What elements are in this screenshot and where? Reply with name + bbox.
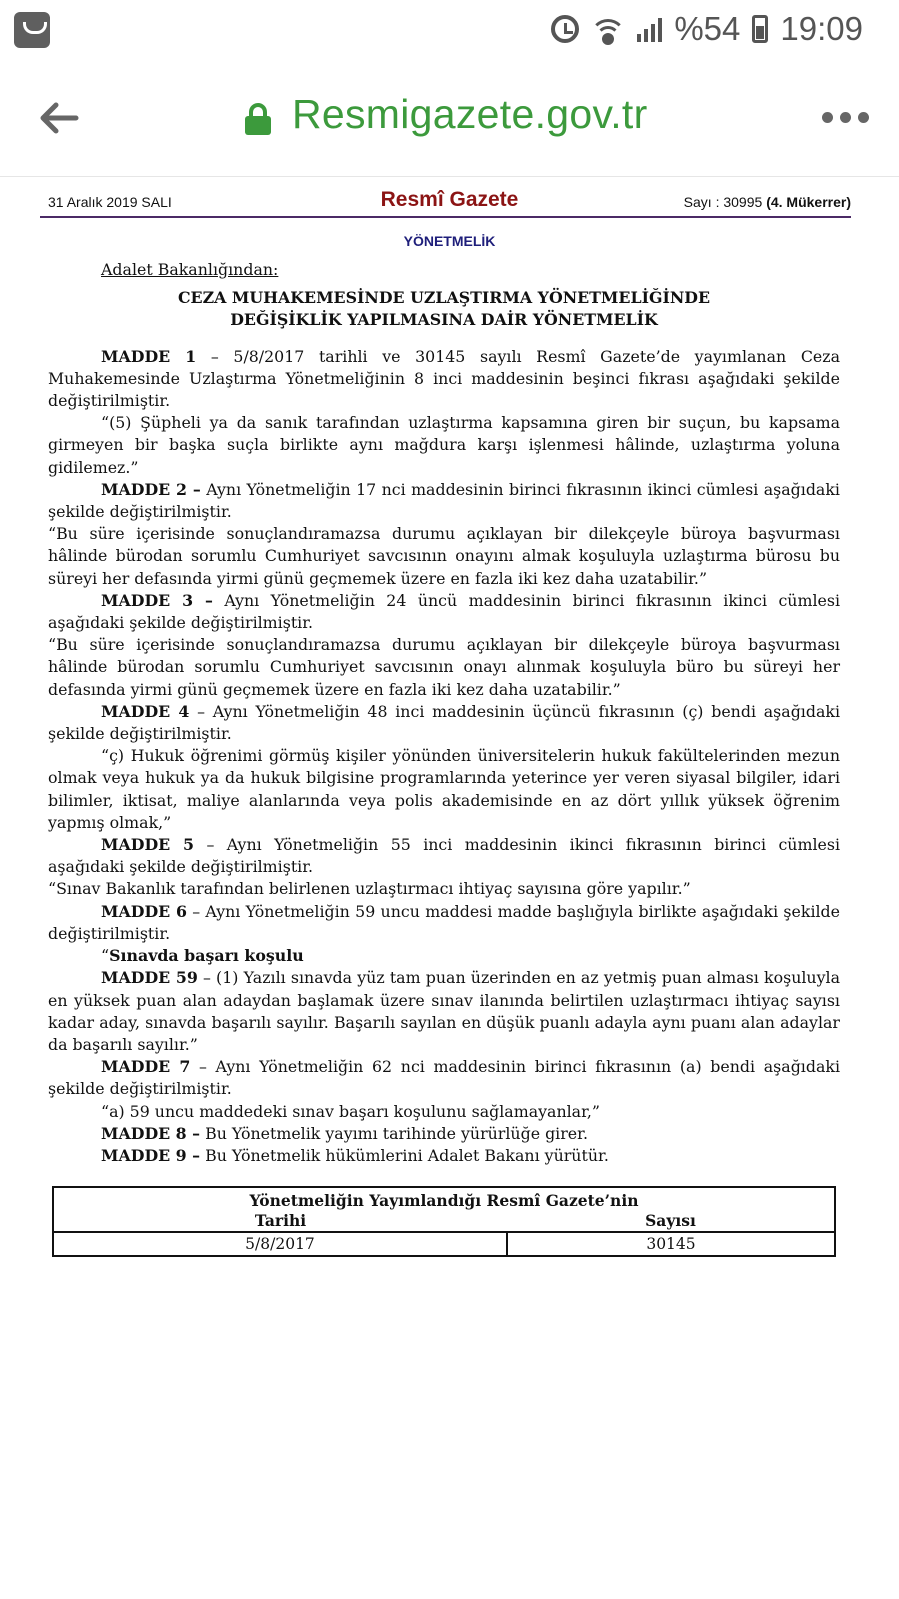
article-8-head: MADDE 8 –: [101, 1123, 201, 1143]
article-7-text: – Aynı Yönetmeliğin 62 nci maddesinin birinci fıkrasının (a) bendi aşağıdaki şekilde değiştirilmiştir.: [48, 1057, 841, 1099]
article-5: [48, 834, 840, 878]
table-header-date: Tarihi: [53, 1211, 507, 1232]
lock-icon: [244, 102, 272, 136]
document-body: [48, 259, 840, 1167]
article-7-head: MADDE 7: [101, 1057, 191, 1077]
article-5-quote: “Sınav Bakanlık tarafından belirlenen uzlaştırmacı ihtiyaç sayısına göre yapılır.”: [48, 879, 691, 899]
article-6-head: MADDE 6: [101, 901, 187, 921]
article-3: [48, 590, 840, 634]
table-cell-number: 30145: [507, 1232, 835, 1256]
quote-mark: “: [101, 946, 110, 966]
issue-label: Sayı : 30995: [683, 194, 763, 210]
article-59-head: MADDE 59: [101, 968, 198, 988]
browser-toolbar: [0, 64, 899, 177]
issue-note: (4. Mükerrer): [766, 194, 851, 210]
article-2-head: MADDE 2 –: [101, 479, 201, 499]
overflow-menu-icon[interactable]: [822, 112, 869, 123]
status-bar: [0, 0, 899, 64]
signal-icon: [637, 16, 662, 42]
article-4-quote: “ç) Hukuk öğrenimi görmüş kişiler yönünden üniversitelerin hukuk fakültelerinden mezun olmak veya hukuk ya da hukuk bilgisine programlarında yeterince yer veren siyasal bilgiler, idari bilimler, iktisat, maliye alanlarında veya polis akademisinde en az dört yıllık yüksek öğrenim yapmış olmak,”: [48, 746, 840, 832]
article-5-text: – Aynı Yönetmeliğin 55 inci maddesinin ikinci fıkrasının birinci cümlesi aşağıdaki şekilde değiştirilmiştir.: [48, 835, 840, 877]
article-7: [48, 1056, 840, 1100]
article-9: [48, 1145, 840, 1167]
doc-title-1: CEZA MUHAKEMESİNDE UZLAŞTIRMA YÖNETMELİĞİNDE: [177, 288, 711, 308]
gazette-title: Resmî Gazete: [380, 188, 519, 211]
table-header-number: Sayısı: [507, 1211, 835, 1232]
gazette-header: [48, 186, 851, 218]
gazette-date: 31 Aralık 2019 SALI: [48, 194, 172, 210]
article-3-text: Aynı Yönetmeliğin 24 üncü maddesinin birinci fıkrasının ikinci cümlesi aşağıdaki şekilde değiştirilmiştir.: [48, 590, 841, 633]
alarm-icon: [551, 15, 579, 43]
article-6: [48, 901, 840, 945]
article-8-text: Bu Yönetmelik yayımı tarihinde yürürlüğe girer.: [200, 1123, 588, 1143]
table-caption: Yönetmeliğin Yayımlandığı Resmî Gazete’nin: [53, 1187, 835, 1211]
article-59: [48, 967, 840, 1056]
article-4-text: – Aynı Yönetmeliğin 48 inci maddesinin üçüncü fıkrasının (ç) bendi aşağıdaki şekilde değiştirilmiştir.: [48, 701, 841, 744]
article-9-head: MADDE 9 –: [101, 1145, 201, 1165]
article-3-quote: “Bu süre içerisinde sonuçlandıramazsa durumu açıklayan bir dilekçeyle büroya başvurması hâlinde bürodan sorumlu Cumhuriyet savcısının onayı alınmak koşuluyla büro bu süreyi her defasında yirmi günü geçmemek üzere en fazla iki kez daha uzatabilir.”: [48, 635, 840, 699]
app-notification-icon: [14, 12, 50, 48]
gazette-issue: [684, 194, 851, 210]
table-cell-date: 5/8/2017: [53, 1232, 507, 1256]
article-7-quote: “a) 59 uncu maddedeki sınav başarı koşulunu sağlamayanlar,”: [101, 1101, 601, 1121]
article-2-text: Aynı Yönetmeliğin 17 nci maddesinin birinci fıkrasının ikinci cümlesi aşağıdaki şekilde değiştirilmiştir.: [48, 479, 840, 522]
status-icons: [551, 10, 863, 48]
article-59-title: Sınavda başarı koşulu: [109, 946, 304, 966]
article-6-quote-title: [48, 945, 840, 967]
article-9-text: Bu Yönetmelik hükümlerini Adalet Bakanı yürütür.: [200, 1145, 609, 1165]
section-title: YÖNETMELİK: [403, 233, 496, 249]
back-arrow-icon[interactable]: [36, 96, 80, 140]
article-1: [48, 346, 840, 413]
wifi-icon: [591, 17, 625, 41]
header-divider: [40, 216, 851, 218]
article-1-quote: “(5) Şüpheli ya da sanık tarafından uzlaştırma kapsamına giren bir suçun, bu kapsama girmeyen bir başka suçla birlikte aynı mağdura karşı işlenmesi hâlinde, uzlaştırma yoluna gidilemez.”: [48, 413, 840, 477]
article-5-head: MADDE 5: [101, 835, 195, 855]
authority: Adalet Bakanlığından:: [101, 260, 279, 279]
clock: 19:09: [780, 10, 863, 47]
url-text[interactable]: Resmigazete.gov.tr: [292, 91, 648, 137]
article-8: [48, 1123, 840, 1145]
article-2-quote: “Bu süre içerisinde sonuçlandıramazsa durumu açıklayan bir dilekçeyle büroya başvurması hâlinde bürodan sorumlu Cumhuriyet savcısının onayını almak koşuluyla uzlaştırma bürosu bu süreyi her defasında yirmi günü geçmemek üzere en fazla iki kez daha uzatabilir.”: [48, 524, 840, 588]
article-1-head: MADDE 1: [101, 346, 197, 366]
article-6-text: – Aynı Yönetmeliğin 59 uncu maddesi madde başlığıyla birlikte aşağıdaki şekilde değiştirilmiştir.: [48, 901, 841, 943]
article-3-head: MADDE 3 –: [101, 590, 213, 610]
doc-title-2: DEĞİŞİKLİK YAPILMASINA DAİR YÖNETMELİK: [230, 310, 658, 330]
article-4: [48, 701, 840, 745]
article-1-text: – 5/8/2017 tarihli ve 30145 sayılı Resmî Gazete’de yayımlanan Ceza Muhakemesinde Uzlaştırma Yönetmeliğinin 8 inci maddesinin beşinci fıkrası aşağıdaki şekilde değiştirilmiştir.: [48, 346, 840, 411]
article-4-head: MADDE 4: [101, 701, 190, 721]
battery-percent: %54: [674, 10, 741, 47]
publication-table: [52, 1186, 836, 1257]
battery-icon: [752, 15, 768, 43]
article-2: [48, 479, 840, 523]
article-59-text: – (1) Yazılı sınavda yüz tam puan üzerinden en az yetmiş puan alması koşuluyla en yüksek puan alan adaydan başlamak üzere sınav ilanında belirtilen uzlaştırmacı ihtiyaç sayısı kadar aday, sınavda başarılı sayılır. Başarılı sayılan en düşük puanlı adayla aynı puanı alan adaylar da başarılı sayılır.”: [48, 968, 840, 1054]
